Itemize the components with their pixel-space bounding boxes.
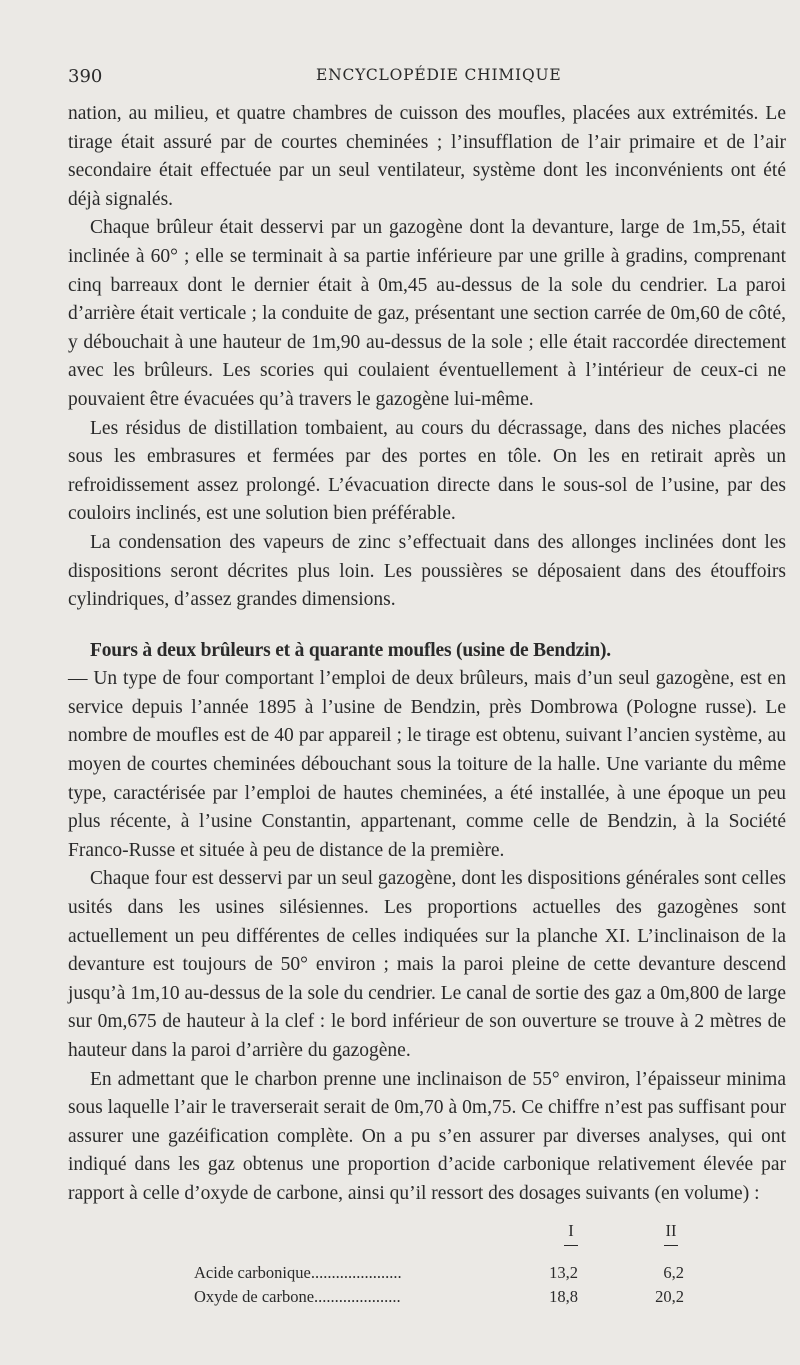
- paragraph-bendzin: — Un type de four comportant l’emploi de deux brûleurs, mais d’un seul gazogène, est en service depuis l’année 1895 à l’usine de Bendzin, près Dombrowa (Pologne russe). Le nombre de moufles est de 40 par appareil ; le tirage est obtenu, suivant l’ancien système, au moyen de courtes cheminées débouchant sous la toiture de la halle. Une variante du même type, caractérisée par l’emploi de hautes cheminées, a été installée, à une époque un peu plus récente, à l’usine Constantin, appartenant, comme celle de Bendzin, à la Société Franco-Russe et située à peu de distance de la première.: [68, 668, 786, 861]
- row-value-2: 20,2: [655, 1286, 684, 1306]
- paragraph-charbon: En admettant que le charbon prenne une inclinaison de 55° environ, l’épaisseur minima sous laquelle l’air le traverserait serait de 0m,70 à 0m,75. Ce chiffre n’est pas suffisant pour assurer une gazéification complète. On a pu s’en assurer par diverses analyses, qui ont indiqué dans les gaz obtenus une proportion d’acide carbonique relativement élevée par rapport à celle d’oxyde de carbone, ainsi qu’il ressort des dosages suivants (en volume) :: [68, 1068, 786, 1204]
- row-value-1: 18,8: [549, 1286, 578, 1306]
- table-header: [68, 1221, 788, 1263]
- row-value-1: 13,2: [549, 1262, 578, 1282]
- paragraph-residus: Les résidus de distillation tombaient, au cours du décrassage, dans des niches placées sous les embrasures et fermées par des portes en tôle. On les en retirait après un refroidissement assez prolongé. L’évacuation directe dans le sous-sol de l’usine, par des couloirs inclinés, est une solution bien préférable.: [68, 417, 786, 525]
- row-label: Acide carbonique......................: [194, 1262, 402, 1282]
- paragraph-gazogene: Chaque brûleur était desservi par un gazogène dont la devanture, large de 1m,55, était inclinée à 60° ; elle se terminait à sa partie inférieure par une grille à gradins, comprenant cinq barreaux dont le dernier était à 0m,45 au-dessus de la sole du cendrier. La paroi d’arrière était verticale ; la conduite de gaz, présentant une section carrée de 0m,60 de côté, y débouchait à une hauteur de 1m,90 au-dessus de la sole ; elle était raccordée directement avec les brûleurs. Les scories qui coulaient éventuellement à l’intérieur de ceux-ci ne pouvaient être évacuées qu’à travers le gazogène lui-même.: [68, 217, 786, 410]
- column-header-2: II: [646, 1221, 696, 1246]
- table-row: [68, 1287, 788, 1311]
- paragraph-condensation: La condensation des vapeurs de zinc s’effectuait dans des allonges inclinées dont les dispositions seront décrites plus loin. Les poussières se déposaient dans des étouffoirs cylindriques, d’assez grandes dimensions.: [68, 531, 786, 611]
- page-header: [68, 60, 786, 100]
- paragraph-four-gazogene: Chaque four est desservi par un seul gazogène, dont les dispositions générales sont celles usités dans les usines silésiennes. Les proportions actuelles des gazogènes sont actuellement un peu différentes de celles indiquées sur la planche XI. L’inclinaison de la devanture est toujours de 50° environ ; mais la paroi pleine de cette devanture descend jusqu’à 1m,10 au-dessus de la sole du cendrier. Le canal de sortie des gaz a 0m,800 de large sur 0m,675 de hauteur à la clef : le bord inférieur de son ouverture se trouve à 2 mètres de hauteur dans la paroi d’arrière du gazogène.: [68, 868, 786, 1061]
- column-header-1: I: [546, 1221, 596, 1246]
- analysis-table: [68, 1221, 788, 1311]
- page-number: 390: [68, 66, 103, 87]
- section-heading: Fours à deux brûleurs et à quarante moufles (usine de Bendzin).: [90, 639, 611, 661]
- row-value-2: 6,2: [663, 1262, 684, 1282]
- running-title: ENCYCLOPÉDIE CHIMIQUE: [316, 66, 562, 84]
- paragraph-continuation: nation, au milieu, et quatre chambres de cuisson des moufles, placées aux extrémités. Le tirage était assuré par de courtes cheminées ; l’insufflation de l’air primaire et de l’air secondaire était effectuée par un seul ventilateur, système dont les inconvénients ont été déjà signalés.: [68, 103, 786, 210]
- row-label: Oxyde de carbone.....................: [194, 1286, 401, 1306]
- body-text: [68, 100, 786, 1209]
- table-row: [68, 1263, 788, 1287]
